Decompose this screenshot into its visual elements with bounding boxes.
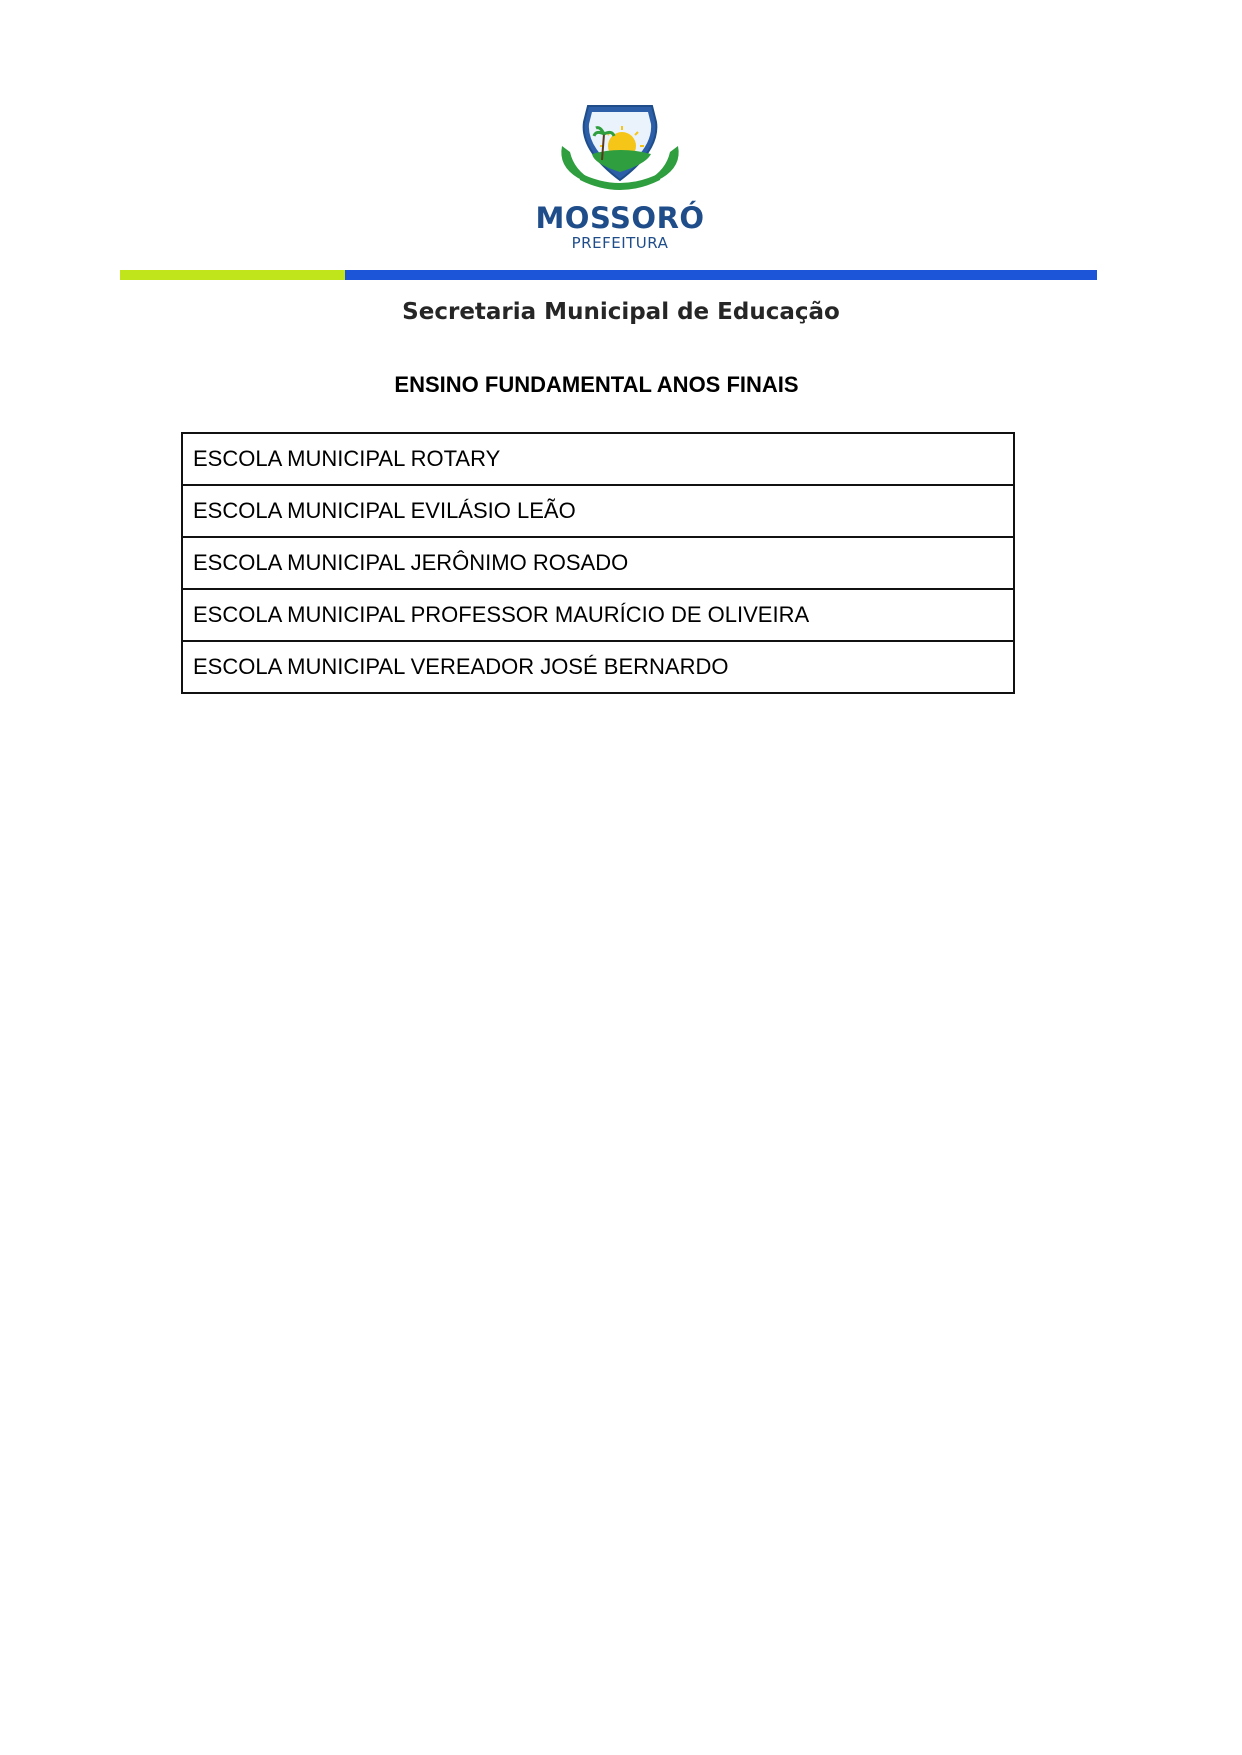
schools-table [181, 432, 1015, 694]
section-heading: ENSINO FUNDAMENTAL ANOS FINAIS [394, 372, 799, 397]
coat-of-arms-icon [556, 100, 684, 192]
accent-bar-green [120, 270, 345, 280]
school-name: ESCOLA MUNICIPAL ROTARY [182, 433, 1014, 485]
accent-bar-blue [345, 270, 1097, 280]
logo-title: MOSSORÓ [535, 201, 705, 235]
prefeitura-logo [520, 100, 720, 260]
table-row [182, 433, 1014, 485]
school-name: ESCOLA MUNICIPAL JERÔNIMO ROSADO [182, 537, 1014, 589]
school-name: ESCOLA MUNICIPAL VEREADOR JOSÉ BERNARDO [182, 641, 1014, 693]
school-name: ESCOLA MUNICIPAL EVILÁSIO LEÃO [182, 485, 1014, 537]
logo-subtitle: PREFEITURA [571, 234, 669, 252]
table-row [182, 485, 1014, 537]
table-row [182, 641, 1014, 693]
table-row [182, 589, 1014, 641]
department-title: Secretaria Municipal de Educação [402, 299, 840, 325]
school-name: ESCOLA MUNICIPAL PROFESSOR MAURÍCIO DE OLIVEIRA [182, 589, 1014, 641]
table-row [182, 537, 1014, 589]
